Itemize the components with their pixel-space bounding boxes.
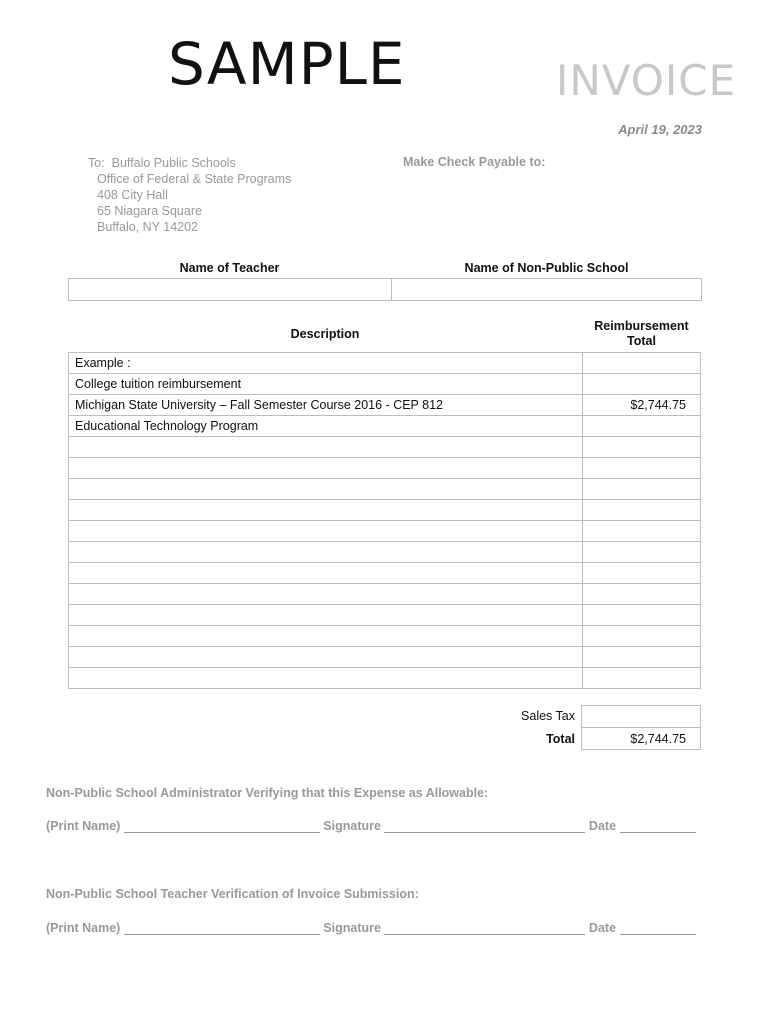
table-row xyxy=(69,437,701,458)
row-amount[interactable] xyxy=(583,542,701,563)
total-header-line: Total xyxy=(627,334,656,348)
row-description[interactable] xyxy=(69,563,583,584)
signature-label: Signature xyxy=(323,819,381,833)
address-line-2: Office of Federal & State Programs xyxy=(97,172,292,186)
table-row xyxy=(69,458,701,479)
table-row xyxy=(69,584,701,605)
row-description[interactable] xyxy=(69,437,583,458)
admin-signature-field[interactable] xyxy=(384,820,585,833)
address-line-1 xyxy=(88,155,291,171)
teacher-name-field[interactable] xyxy=(68,278,392,301)
school-name-field[interactable] xyxy=(391,278,702,301)
row-description[interactable] xyxy=(69,542,583,563)
row-amount[interactable] xyxy=(583,563,701,584)
row-description[interactable] xyxy=(69,458,583,479)
row-description[interactable] xyxy=(69,647,583,668)
row-description[interactable]: Educational Technology Program xyxy=(69,416,583,437)
admin-signature-line xyxy=(46,819,696,833)
row-description[interactable] xyxy=(69,626,583,647)
description-header: Description xyxy=(290,327,360,341)
table-row xyxy=(69,500,701,521)
row-amount[interactable] xyxy=(583,374,701,395)
admin-verification-heading: Non-Public School Administrator Verifying that this Expense as Allowable: xyxy=(46,786,489,800)
row-description[interactable] xyxy=(69,605,583,626)
line-items-table xyxy=(68,352,701,689)
row-amount[interactable] xyxy=(583,458,701,479)
row-description[interactable] xyxy=(69,521,583,542)
to-label: To: xyxy=(88,156,105,170)
table-row xyxy=(69,542,701,563)
teacher-print-name-field[interactable] xyxy=(124,922,320,935)
row-description[interactable] xyxy=(69,500,583,521)
address-name: Buffalo Public Schools xyxy=(111,156,236,170)
teacher-name-label: Name of Teacher xyxy=(179,261,280,275)
admin-date-field[interactable] xyxy=(620,820,696,833)
row-description[interactable]: College tuition reimbursement xyxy=(69,374,583,395)
table-row xyxy=(69,668,701,689)
date-label: Date xyxy=(588,819,617,833)
teacher-signature-line xyxy=(46,921,696,935)
table-row xyxy=(69,563,701,584)
recipient-address xyxy=(88,155,291,235)
teacher-signature-field[interactable] xyxy=(384,922,585,935)
table-row xyxy=(69,479,701,500)
row-amount[interactable] xyxy=(583,479,701,500)
sales-tax-value[interactable] xyxy=(581,705,701,728)
row-amount[interactable] xyxy=(583,353,701,374)
table-row xyxy=(69,395,701,416)
row-amount[interactable] xyxy=(583,584,701,605)
print-name-label: (Print Name) xyxy=(46,819,121,833)
date-label: Date xyxy=(588,921,617,935)
row-amount[interactable] xyxy=(583,500,701,521)
teacher-verification-heading: Non-Public School Teacher Verification of Invoice Submission: xyxy=(46,887,419,901)
teacher-date-field[interactable] xyxy=(620,922,696,935)
table-row xyxy=(69,647,701,668)
address-line-4: 65 Niagara Square xyxy=(97,204,202,218)
row-amount[interactable] xyxy=(583,521,701,542)
row-amount[interactable] xyxy=(583,647,701,668)
row-description[interactable]: Michigan State University – Fall Semester Course 2016 - CEP 812 xyxy=(69,395,583,416)
table-row xyxy=(69,521,701,542)
row-amount[interactable] xyxy=(583,605,701,626)
row-amount[interactable] xyxy=(583,416,701,437)
row-description[interactable] xyxy=(69,668,583,689)
table-row xyxy=(69,416,701,437)
table-row xyxy=(69,626,701,647)
signature-label: Signature xyxy=(323,921,381,935)
total-value[interactable]: $2,744.75 xyxy=(581,727,701,750)
admin-print-name-field[interactable] xyxy=(124,820,320,833)
row-amount[interactable] xyxy=(583,668,701,689)
address-line-5: Buffalo, NY 14202 xyxy=(97,220,199,234)
total-label: Total xyxy=(546,732,575,746)
row-description[interactable] xyxy=(69,584,583,605)
address-line-3: 408 City Hall xyxy=(97,188,168,202)
school-name-label: Name of Non-Public School xyxy=(464,261,629,275)
sample-watermark-title: SAMPLE xyxy=(168,30,406,98)
print-name-label: (Print Name) xyxy=(46,921,121,935)
row-amount[interactable] xyxy=(583,437,701,458)
row-description[interactable] xyxy=(69,479,583,500)
make-check-payable-label: Make Check Payable to: xyxy=(403,155,546,169)
table-row xyxy=(69,605,701,626)
row-amount[interactable] xyxy=(583,626,701,647)
reimbursement-total-header xyxy=(582,319,701,349)
row-description[interactable]: Example : xyxy=(69,353,583,374)
sales-tax-label: Sales Tax xyxy=(521,709,575,723)
invoice-title: INVOICE xyxy=(556,56,737,105)
invoice-date: April 19, 2023 xyxy=(618,122,702,137)
table-row xyxy=(69,374,701,395)
table-row xyxy=(69,353,701,374)
row-amount[interactable]: $2,744.75 xyxy=(583,395,701,416)
reimbursement-header-line: Reimbursement xyxy=(594,319,689,333)
